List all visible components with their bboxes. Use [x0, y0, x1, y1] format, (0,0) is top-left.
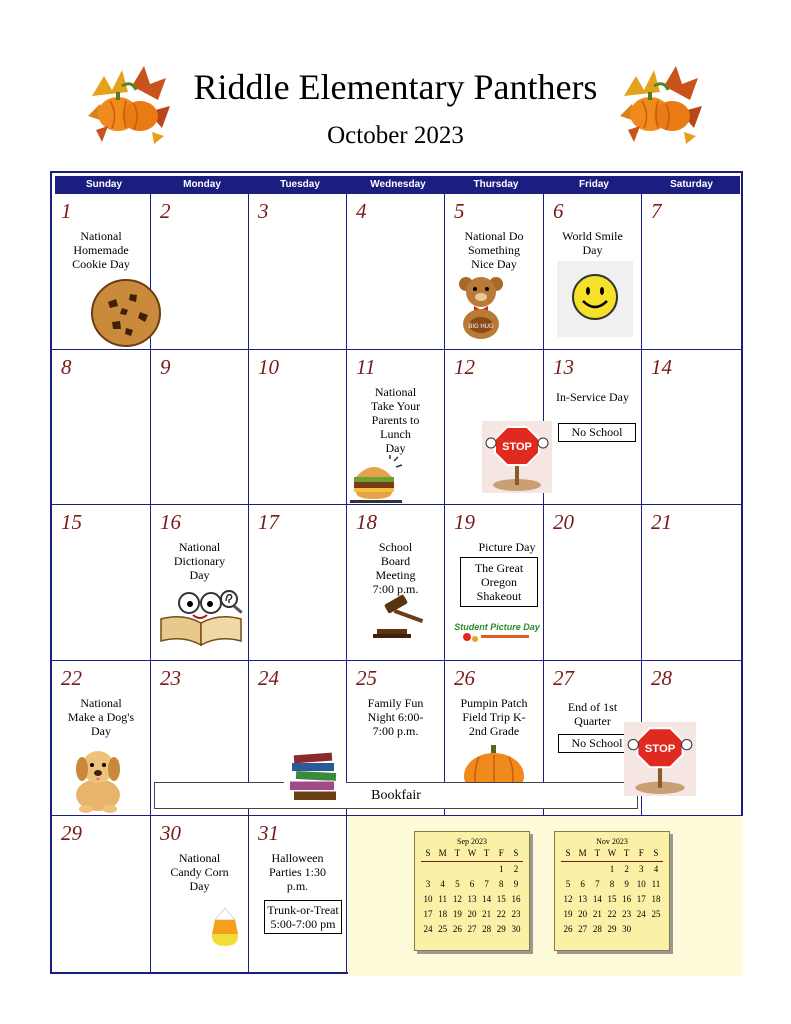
event-text: End of 1st Quarter — [567, 700, 618, 728]
mini-calendar-day: 26 — [563, 924, 573, 934]
mini-calendar-day — [465, 862, 479, 877]
mini-calendar-day: M — [438, 848, 447, 858]
day-cell-16 — [151, 505, 249, 661]
pumpkin-leaves-icon — [82, 56, 174, 148]
bookfair-banner — [154, 782, 638, 809]
mini-calendar-day — [421, 862, 435, 877]
mini-calendar-title: Nov 2023 — [596, 837, 628, 846]
mini-calendar-week — [555, 922, 669, 937]
day-number: 26 — [454, 666, 475, 690]
day-cell-20 — [544, 505, 642, 661]
mini-calendar-day: 4 — [653, 864, 659, 874]
day-cell-2 — [151, 194, 249, 350]
weekday-sunday: Sunday — [85, 179, 123, 190]
day-number: 19 — [454, 510, 475, 534]
stop-sign-text: STOP — [502, 441, 532, 453]
mini-calendar-day: 22 — [607, 909, 617, 919]
mini-calendar-day: 13 — [467, 894, 477, 904]
mini-calendars-panel — [348, 816, 743, 976]
day-cell-30 — [151, 816, 249, 972]
mini-calendar-day: 19 — [563, 909, 573, 919]
event-text: National Take Your Parents to Lunch Day — [370, 385, 421, 455]
mini-calendar-day: 7 — [595, 879, 600, 889]
mini-calendar-week — [555, 877, 669, 892]
mini-calendar-day: 2 — [624, 864, 629, 874]
mini-calendar-week — [555, 907, 669, 922]
mini-calendar-day: 28 — [482, 924, 492, 934]
mini-calendar-day: 10 — [423, 894, 433, 904]
teddy-bear-icon — [457, 274, 505, 340]
mini-calendar-day: 18 — [438, 909, 448, 919]
books-stack-icon — [284, 748, 346, 804]
mini-calendar-day: 20 — [578, 909, 588, 919]
mini-calendar-day: 14 — [592, 894, 602, 904]
mini-calendar-day: 20 — [467, 909, 477, 919]
mini-calendar-day: 25 — [651, 909, 661, 919]
day-number: 7 — [651, 199, 662, 223]
day-cell-18 — [347, 505, 445, 661]
day-number: 5 — [454, 199, 465, 223]
mini-calendar-day: F — [638, 848, 644, 858]
mini-calendar-day: T — [483, 848, 490, 858]
month-title: October 2023 — [327, 122, 464, 149]
mini-calendar-day: 8 — [609, 879, 615, 889]
mini-calendar-day: 24 — [423, 924, 433, 934]
stop-sign-icon — [482, 421, 552, 493]
mini-calendar-sep — [414, 831, 530, 951]
mini-calendar-day: 3 — [639, 864, 644, 874]
mini-calendar-day: 18 — [651, 894, 661, 904]
mini-calendar-day: 13 — [578, 894, 588, 904]
mini-calendar-week — [555, 892, 669, 907]
day-cell-17 — [249, 505, 347, 661]
mini-calendar-day: 9 — [513, 879, 519, 889]
day-number: 27 — [553, 666, 574, 690]
mini-calendar-day: 2 — [513, 864, 519, 874]
day-number: 3 — [258, 199, 269, 223]
mini-calendar-day: 11 — [651, 879, 661, 889]
day-number: 1 — [61, 199, 72, 223]
day-number: 29 — [61, 821, 82, 845]
no-school-box: No School — [558, 734, 636, 753]
day-number: 15 — [61, 510, 82, 534]
event-text: Family Fun Night 6:00-7:00 p.m. — [367, 696, 424, 738]
mini-calendar-day: 7 — [484, 879, 489, 889]
day-cell-13 — [544, 350, 642, 505]
day-number: 9 — [160, 355, 171, 379]
mini-calendar-day: F — [498, 848, 504, 858]
mini-calendar-day: 22 — [496, 909, 506, 919]
month-calendar — [50, 171, 743, 974]
no-school-box: No School — [558, 423, 636, 442]
mini-calendar-day: 25 — [438, 924, 448, 934]
day-number: 12 — [454, 355, 475, 379]
burger-icon — [350, 455, 402, 503]
mini-calendar-day: 29 — [607, 924, 617, 934]
day-cell-31 — [249, 816, 347, 972]
day-cell-21 — [642, 505, 741, 661]
weekday-thursday: Thursday — [473, 179, 519, 190]
day-number: 11 — [356, 355, 376, 379]
mini-calendar-day — [561, 862, 575, 877]
weekday-monday: Monday — [183, 179, 221, 190]
day-cell-22 — [52, 661, 151, 816]
day-number: 31 — [258, 821, 279, 845]
mini-calendar-day: T — [454, 848, 461, 858]
pumpkin-leaves-icon — [614, 56, 706, 148]
mini-calendar-day: 28 — [592, 924, 602, 934]
puppy-icon — [66, 745, 130, 813]
event-text: Picture Day — [478, 540, 536, 554]
day-number: 28 — [651, 666, 672, 690]
mini-calendar-day — [576, 862, 590, 877]
day-cell-10 — [249, 350, 347, 505]
day-cell-7 — [642, 194, 741, 350]
mini-calendar-day: 15 — [496, 894, 506, 904]
day-cell-19 — [445, 505, 544, 661]
mini-calendar-day: 12 — [452, 894, 462, 904]
mini-calendar-day: 12 — [563, 894, 573, 904]
mini-calendar-day: 9 — [624, 879, 629, 889]
day-cell-11 — [347, 350, 445, 505]
mini-calendar-day: 15 — [607, 894, 617, 904]
mini-calendar-day: T — [623, 848, 630, 858]
dictionary-book-icon — [157, 585, 247, 649]
mini-calendar-day: T — [594, 848, 601, 858]
mini-calendar-day: 1 — [609, 864, 615, 874]
day-number: 21 — [651, 510, 672, 534]
mini-calendar-day: W — [467, 848, 477, 858]
mini-calendar-day: 19 — [452, 909, 462, 919]
mini-calendar-day: 11 — [438, 894, 447, 904]
day-cell-4 — [347, 194, 445, 350]
mini-calendar-day: 21 — [592, 909, 602, 919]
picture-day-logo — [454, 619, 540, 645]
mini-calendar-day: 17 — [423, 909, 433, 919]
day-number: 8 — [61, 355, 72, 379]
day-number: 20 — [553, 510, 574, 534]
mini-calendar-day: 3 — [425, 879, 431, 889]
smiley-face-icon — [557, 261, 633, 337]
mini-calendar-day: S — [425, 848, 431, 858]
mini-calendar-day — [649, 922, 663, 937]
mini-calendar-day — [634, 922, 648, 937]
day-number: 4 — [356, 199, 367, 223]
day-cell-15 — [52, 505, 151, 661]
mini-calendar-day: 8 — [499, 879, 504, 889]
mini-calendar-day: 29 — [496, 924, 506, 934]
candy-corn-icon — [211, 908, 239, 948]
day-number: 16 — [160, 510, 181, 534]
mini-calendar-day: 23 — [511, 909, 521, 919]
mini-calendar-day: 23 — [622, 909, 632, 919]
mini-calendar-week — [415, 877, 529, 892]
mini-calendar-day: 6 — [580, 879, 585, 889]
bear-sign-text: BIG HUG — [468, 324, 494, 330]
day-number: 25 — [356, 666, 377, 690]
mini-calendar-day: 6 — [469, 879, 475, 889]
gavel-icon — [371, 595, 429, 639]
day-number: 23 — [160, 666, 181, 690]
mini-calendar-day: 27 — [578, 924, 588, 934]
day-cell-8 — [52, 350, 151, 505]
day-number: 18 — [356, 510, 377, 534]
day-number: 6 — [553, 199, 564, 223]
mini-calendar-day — [590, 862, 604, 877]
mini-calendar-week — [555, 862, 669, 877]
trunk-or-treat-box: Trunk-or-Treat 5:00-7:00 pm — [264, 900, 342, 934]
day-cell-9 — [151, 350, 249, 505]
mini-calendar-day: 16 — [622, 894, 632, 904]
mini-calendar-title: Sep 2023 — [457, 837, 487, 846]
mini-calendar-day: 1 — [499, 864, 504, 874]
day-number: 2 — [160, 199, 171, 223]
shakeout-box: The Great Oregon Shakeout — [460, 557, 538, 607]
page-title: Riddle Elementary Panthers — [193, 67, 598, 107]
mini-calendar-day: 30 — [511, 924, 521, 934]
mini-calendar-day: 5 — [455, 879, 460, 889]
day-number: 14 — [651, 355, 672, 379]
day-number: 30 — [160, 821, 181, 845]
weekday-friday: Friday — [578, 179, 609, 190]
mini-calendar-day: 17 — [636, 894, 646, 904]
event-text: National Do Something Nice Day — [464, 229, 524, 271]
day-number: 13 — [553, 355, 574, 379]
mini-calendar-day: W — [607, 848, 617, 858]
day-number: 24 — [258, 666, 279, 690]
mini-calendar-weekdays — [561, 846, 663, 862]
day-number: 10 — [258, 355, 279, 379]
event-text: Pumpin Patch Field Trip K-2nd Grade — [460, 696, 528, 738]
weekday-saturday: Saturday — [670, 179, 713, 190]
stop-sign-text: STOP — [644, 742, 676, 755]
event-text: World Smile Day — [562, 229, 623, 257]
mini-calendar-nov — [554, 831, 670, 951]
mini-calendar-day: M — [578, 848, 587, 858]
mini-calendar-day — [436, 862, 450, 877]
event-text: National Make a Dog's Day — [67, 696, 135, 738]
mini-calendar-day: S — [513, 848, 519, 858]
mini-calendar-day — [450, 862, 464, 877]
event-text: Halloween Parties 1:30 p.m. — [269, 851, 326, 893]
weekday-wednesday: Wednesday — [370, 179, 426, 190]
picture-day-text: Student Picture Day — [454, 622, 540, 632]
mini-calendar-day — [480, 862, 494, 877]
event-text: National Dictionary Day — [173, 540, 226, 582]
day-cell-6 — [544, 194, 642, 350]
weekday-header — [55, 176, 740, 194]
day-cell-29 — [52, 816, 151, 972]
event-text: In-Service Day — [556, 390, 629, 404]
mini-calendar-day: 21 — [482, 909, 492, 919]
mini-calendar-day: 30 — [622, 924, 632, 934]
day-cell-3 — [249, 194, 347, 350]
mini-calendar-day: S — [565, 848, 571, 858]
event-text: National Candy Corn Day — [170, 851, 229, 893]
mini-calendar-week — [415, 907, 529, 922]
event-text: School Board Meeting 7:00 p.m. — [372, 540, 419, 596]
day-number: 22 — [61, 666, 82, 690]
mini-calendar-day: 4 — [440, 879, 445, 889]
mini-calendar-day: 10 — [636, 879, 646, 889]
mini-calendar-day: 26 — [452, 924, 462, 934]
mini-calendar-day: S — [653, 848, 659, 858]
stop-sign-icon — [624, 722, 696, 796]
day-cell-14 — [642, 350, 741, 505]
mini-calendar-week — [415, 862, 529, 877]
weekday-tuesday: Tuesday — [280, 179, 320, 190]
mini-calendar-week — [415, 922, 529, 937]
mini-calendar-day: 16 — [511, 894, 521, 904]
mini-calendar-week — [415, 892, 529, 907]
event-text: National Homemade Cookie Day — [72, 229, 130, 271]
mini-calendar-day: 5 — [565, 879, 571, 889]
day-cell-5 — [445, 194, 544, 350]
mini-calendar-day: 14 — [482, 894, 492, 904]
bookfair-label: Bookfair — [371, 788, 421, 803]
day-number: 17 — [258, 510, 279, 534]
mini-calendar-day: 27 — [467, 924, 477, 934]
day-cell-1 — [52, 194, 151, 350]
mini-calendar-weekdays — [421, 846, 523, 862]
mini-calendar-day: 24 — [636, 909, 646, 919]
